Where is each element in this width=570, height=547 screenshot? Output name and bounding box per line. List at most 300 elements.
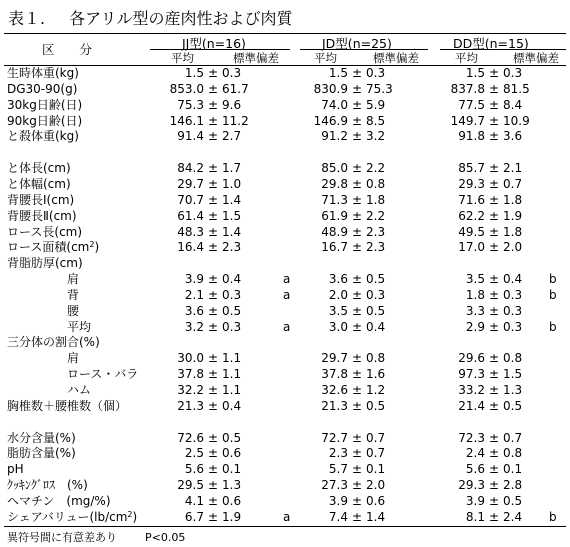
sd-value-dd: 8.4 — [503, 97, 523, 112]
sd-value-jj: 1.0 — [222, 176, 242, 191]
sd-value-dd: 2.4 — [503, 509, 523, 524]
mean-value-jj: 75.3 — [177, 97, 204, 112]
mean-value-dd: 2.9 — [465, 319, 485, 334]
plus-minus-sign: ± — [352, 383, 363, 397]
row-label-text: ヘマチン (mg/%) — [7, 493, 111, 508]
plus-minus-sign: ± — [352, 97, 363, 112]
mean-value-jj: 16.4 — [177, 240, 204, 255]
sd-value-jd: 8.5 — [366, 113, 386, 128]
row-label — [7, 240, 99, 255]
plus-minus-sign: ± — [208, 478, 219, 493]
plus-minus-sign: ± — [489, 367, 500, 382]
sd-value-jj: 0.4 — [222, 272, 242, 286]
row-label — [7, 98, 82, 113]
sd-value-jd: 0.6 — [366, 493, 386, 508]
row-label — [67, 288, 79, 303]
row-label — [67, 367, 138, 382]
mean-value-dd: 3.3 — [465, 303, 485, 318]
mean-value-dd: 33.2 — [458, 383, 485, 397]
mean-value-jd: 3.9 — [328, 493, 348, 508]
mean-value-jd: 29.8 — [321, 176, 348, 191]
plus-minus-sign: ± — [352, 129, 363, 144]
table-row — [0, 494, 570, 509]
sd-value-dd: 1.5 — [503, 367, 523, 382]
sd-value-dd: 0.3 — [503, 66, 523, 80]
sd-value-jj: 1.1 — [222, 383, 242, 397]
mean-value-dd: 1.8 — [465, 287, 485, 302]
mean-value-dd: 837.8 — [450, 81, 485, 96]
sd-value-jj: 2.7 — [222, 129, 242, 144]
row-label-text: DG30-90(g) — [7, 81, 78, 96]
mean-value-jj: 146.1 — [169, 113, 204, 128]
sd-value-dd: 2.0 — [503, 240, 523, 255]
row-label-text: ハム — [67, 383, 92, 397]
plus-minus-sign: ± — [489, 383, 500, 397]
sd-value-dd: 0.1 — [503, 462, 523, 477]
plus-minus-sign: ± — [352, 66, 363, 80]
row-label — [7, 399, 127, 414]
row-label — [67, 351, 79, 366]
sd-header-dd: 標準偏差 — [513, 51, 559, 65]
plus-minus-sign: ± — [489, 493, 500, 508]
sd-value-dd: 2.1 — [503, 161, 523, 176]
plus-minus-sign: ± — [208, 192, 219, 207]
plus-minus-sign: ± — [208, 398, 219, 413]
row-label-text: 胸椎数＋腰椎数（個） — [7, 398, 128, 413]
sd-value-jd: 0.3 — [366, 66, 386, 80]
sd-value-jd: 5.9 — [366, 97, 386, 112]
plus-minus-sign: ± — [352, 478, 363, 493]
table-row — [0, 161, 570, 176]
plus-minus-sign: ± — [489, 478, 500, 493]
plus-minus-sign: ± — [352, 509, 363, 524]
plus-minus-sign: ± — [489, 240, 500, 255]
sd-value-jj: 61.7 — [222, 81, 249, 96]
sd-value-jd: 0.5 — [366, 303, 386, 318]
row-label-text: 脂肪含量(%) — [7, 446, 76, 461]
plus-minus-sign: ± — [352, 287, 363, 302]
mean-value-dd: 3.9 — [465, 493, 485, 508]
plus-minus-sign: ± — [352, 192, 363, 207]
mean-value-dd: 62.2 — [458, 208, 485, 223]
plus-minus-sign: ± — [352, 113, 363, 128]
mean-value-jj: 72.6 — [177, 430, 204, 445]
sd-value-jj: 0.5 — [222, 303, 242, 318]
sd-value-jj: 1.3 — [222, 478, 242, 493]
plus-minus-sign: ± — [208, 272, 219, 286]
significance-letter-dd: b — [549, 272, 557, 286]
table-row — [0, 288, 570, 303]
plus-minus-sign: ± — [208, 66, 219, 80]
plus-minus-sign: ± — [208, 430, 219, 445]
row-label — [7, 177, 71, 192]
mean-value-jd: 146.9 — [313, 113, 348, 128]
mean-value-jj: 91.4 — [177, 129, 204, 144]
mean-value-jj: 3.2 — [184, 319, 204, 334]
significance-letter-jj: a — [283, 319, 291, 334]
table-row — [0, 209, 570, 224]
sd-value-jd: 2.2 — [366, 208, 386, 223]
table-row — [0, 478, 570, 493]
row-label — [7, 129, 79, 144]
row-label-text: と体長(cm) — [7, 161, 71, 176]
group-header-jd: JD型(n=25) — [322, 36, 392, 51]
mean-value-jd: 85.0 — [321, 161, 348, 176]
plus-minus-sign: ± — [489, 351, 500, 366]
row-label-suffix: ) — [132, 509, 138, 524]
sd-value-jd: 3.2 — [366, 129, 386, 144]
sd-value-dd: 0.7 — [503, 176, 523, 191]
plus-minus-sign: ± — [489, 287, 500, 302]
sd-value-dd: 0.5 — [503, 493, 523, 508]
table-row — [0, 320, 570, 335]
table-row — [0, 383, 570, 398]
significance-letter-dd: b — [549, 287, 557, 302]
sd-value-dd: 0.3 — [503, 287, 523, 302]
mean-value-jd: 48.9 — [321, 224, 348, 239]
mean-value-dd: 85.7 — [458, 161, 485, 176]
row-label-text: 肩 — [67, 351, 80, 366]
sd-value-jj: 0.4 — [222, 398, 242, 413]
plus-minus-sign: ± — [208, 462, 219, 477]
group-header-jj: JJ型(n=16) — [182, 36, 246, 51]
mean-value-jj: 3.9 — [184, 272, 204, 286]
table-row — [0, 82, 570, 97]
plus-minus-sign: ± — [352, 176, 363, 191]
plus-minus-sign: ± — [352, 351, 363, 366]
sd-value-jd: 75.3 — [366, 81, 393, 96]
plus-minus-sign: ± — [352, 208, 363, 223]
sd-value-jj: 1.5 — [222, 208, 242, 223]
plus-minus-sign: ± — [489, 224, 500, 239]
plus-minus-sign: ± — [489, 272, 500, 286]
plus-minus-sign: ± — [352, 367, 363, 382]
mean-value-jd: 32.6 — [321, 383, 348, 397]
sd-header-jd: 標準偏差 — [373, 51, 419, 65]
plus-minus-sign: ± — [208, 383, 219, 397]
table-row — [0, 129, 570, 144]
sd-value-dd: 2.8 — [503, 478, 523, 493]
row-label — [67, 383, 91, 398]
plus-minus-sign: ± — [352, 462, 363, 477]
plus-minus-sign: ± — [208, 81, 219, 96]
plus-minus-sign: ± — [352, 319, 363, 334]
table-title — [8, 6, 292, 29]
plus-minus-sign: ± — [489, 398, 500, 413]
row-label-text: 生時体重(kg) — [7, 66, 79, 80]
row-label-text: 背腰長Ⅱ(cm) — [7, 208, 77, 223]
mean-value-dd: 8.1 — [465, 509, 485, 524]
significance-letter-dd: b — [549, 509, 557, 524]
sd-value-dd: 0.8 — [503, 351, 523, 366]
plus-minus-sign: ± — [489, 97, 500, 112]
plus-minus-sign: ± — [208, 224, 219, 239]
sd-value-jj: 0.1 — [222, 462, 242, 477]
sd-value-jd: 0.5 — [366, 272, 386, 286]
sd-value-dd: 0.8 — [503, 446, 523, 461]
mean-value-dd: 91.8 — [458, 129, 485, 144]
sd-value-jj: 11.2 — [222, 113, 249, 128]
row-label-text: 水分含量(%) — [7, 430, 76, 445]
sd-value-jj: 0.3 — [222, 319, 242, 334]
row-label — [7, 114, 82, 129]
sd-header-jj: 標準偏差 — [233, 51, 279, 65]
mean-value-dd: 21.4 — [458, 398, 485, 413]
mean-value-jd: 61.9 — [321, 208, 348, 223]
mean-value-jd: 5.7 — [328, 462, 348, 477]
plus-minus-sign: ± — [208, 161, 219, 176]
plus-minus-sign: ± — [352, 240, 363, 255]
sd-value-dd: 0.7 — [503, 430, 523, 445]
mean-header-dd: 平均 — [455, 51, 478, 65]
sd-value-dd: 1.8 — [503, 192, 523, 207]
plus-minus-sign: ± — [208, 287, 219, 302]
table-row — [0, 177, 570, 192]
mean-value-jd: 74.0 — [321, 97, 348, 112]
row-label-text: 肩 — [67, 272, 80, 286]
plus-minus-sign: ± — [208, 493, 219, 508]
row-label-text: シェアバリュー(lb/cm — [7, 509, 128, 524]
sd-value-dd: 0.3 — [503, 303, 523, 318]
footnote-p-value: P<0.05 — [145, 531, 186, 544]
row-label-superscript: 2 — [89, 240, 95, 250]
row-label-text: ｸｯｷﾝｸﾞﾛｽ (%) — [7, 478, 88, 493]
row-label-text: 背腰長Ⅰ(cm) — [7, 192, 75, 207]
mean-value-jj: 37.8 — [177, 367, 204, 382]
sd-value-dd: 1.3 — [503, 383, 523, 397]
mean-value-jj: 2.5 — [184, 446, 204, 461]
row-label — [7, 193, 74, 208]
sd-value-jj: 0.6 — [222, 446, 242, 461]
table-row — [0, 98, 570, 113]
plus-minus-sign: ± — [208, 509, 219, 524]
mean-value-dd: 97.3 — [458, 367, 485, 382]
plus-minus-sign: ± — [352, 493, 363, 508]
plus-minus-sign: ± — [352, 430, 363, 445]
table-row — [0, 225, 570, 240]
row-label-text: 30kg日齢(日) — [7, 97, 83, 112]
mean-value-jd: 27.3 — [321, 478, 348, 493]
row-label — [7, 510, 137, 525]
plus-minus-sign: ± — [208, 208, 219, 223]
plus-minus-sign: ± — [489, 192, 500, 207]
sd-value-jd: 0.1 — [366, 462, 386, 477]
sd-value-jj: 9.6 — [222, 97, 242, 112]
plus-minus-sign: ± — [489, 462, 500, 477]
mean-value-dd: 49.5 — [458, 224, 485, 239]
row-label — [7, 335, 100, 350]
mean-value-dd: 1.5 — [465, 66, 485, 80]
sd-value-jd: 0.8 — [366, 351, 386, 366]
sd-value-dd: 0.4 — [503, 272, 523, 286]
row-label-text: 三分体の割合(%) — [7, 335, 100, 350]
bottom-rule — [4, 526, 566, 527]
mean-value-dd: 2.4 — [465, 446, 485, 461]
sd-value-jj: 1.4 — [222, 224, 242, 239]
row-label — [7, 161, 71, 176]
mean-value-jj: 3.6 — [184, 303, 204, 318]
row-label — [7, 446, 76, 461]
mean-value-jj: 32.2 — [177, 383, 204, 397]
mean-value-jd: 2.3 — [328, 446, 348, 461]
row-label — [7, 478, 88, 493]
mean-value-jj: 70.7 — [177, 192, 204, 207]
row-label — [7, 82, 77, 97]
table-row — [0, 399, 570, 414]
plus-minus-sign: ± — [208, 319, 219, 334]
plus-minus-sign: ± — [352, 446, 363, 461]
row-label — [67, 304, 79, 319]
mean-value-jj: 4.1 — [184, 493, 204, 508]
sd-value-jd: 1.2 — [366, 383, 386, 397]
mean-value-jd: 91.2 — [321, 129, 348, 144]
plus-minus-sign: ± — [489, 161, 500, 176]
sd-value-jd: 0.3 — [366, 287, 386, 302]
row-label-text: と殺体重(kg) — [7, 129, 79, 144]
mean-value-jd: 1.5 — [328, 66, 348, 80]
sd-value-jd: 0.4 — [366, 319, 386, 334]
table-row — [0, 193, 570, 208]
table-row — [0, 114, 570, 129]
group-header-dd: DD型(n=15) — [453, 36, 529, 51]
mean-value-jd: 3.5 — [328, 303, 348, 318]
row-label-superscript: 2 — [127, 509, 133, 519]
table-row — [0, 335, 570, 350]
mean-value-jd: 71.3 — [321, 192, 348, 207]
row-label — [7, 225, 82, 240]
mean-value-jj: 21.3 — [177, 398, 204, 413]
plus-minus-sign: ± — [208, 240, 219, 255]
sd-value-jd: 0.8 — [366, 176, 386, 191]
plus-minus-sign: ± — [489, 509, 500, 524]
table-row — [0, 367, 570, 382]
plus-minus-sign: ± — [208, 303, 219, 318]
row-label-text: ロース長(cm) — [7, 224, 83, 239]
mean-value-dd: 72.3 — [458, 430, 485, 445]
table-row — [0, 431, 570, 446]
mean-value-jd: 7.4 — [328, 509, 348, 524]
row-label-text: ロース面積(cm — [7, 240, 90, 255]
plus-minus-sign: ± — [489, 303, 500, 318]
sd-value-jd: 1.6 — [366, 367, 386, 382]
sd-value-jj: 0.3 — [222, 287, 242, 302]
row-label-suffix: ) — [94, 240, 100, 255]
sd-value-jd: 2.2 — [366, 161, 386, 176]
sd-value-dd: 0.3 — [503, 319, 523, 334]
table-row — [0, 304, 570, 319]
table-number: 表１. — [8, 9, 46, 28]
plus-minus-sign: ± — [352, 81, 363, 96]
sd-value-dd: 3.6 — [503, 129, 523, 144]
sd-value-dd: 0.5 — [503, 398, 523, 413]
sd-value-dd: 1.9 — [503, 208, 523, 223]
significance-letter-dd: b — [549, 319, 557, 334]
mean-value-jj: 853.0 — [169, 81, 204, 96]
row-label — [7, 462, 24, 477]
mean-value-jj: 1.5 — [184, 66, 204, 80]
table-row — [0, 240, 570, 255]
plus-minus-sign: ± — [489, 319, 500, 334]
mean-value-jd: 16.7 — [321, 240, 348, 255]
table-row — [0, 351, 570, 366]
footnote — [7, 529, 185, 545]
mean-header-jd: 平均 — [314, 51, 337, 65]
plus-minus-sign: ± — [489, 113, 500, 128]
plus-minus-sign: ± — [352, 272, 363, 286]
plus-minus-sign: ± — [489, 430, 500, 445]
sd-value-jj: 2.3 — [222, 240, 242, 255]
plus-minus-sign: ± — [489, 208, 500, 223]
plus-minus-sign: ± — [208, 367, 219, 382]
row-label — [67, 320, 91, 335]
plus-minus-sign: ± — [352, 161, 363, 176]
row-label — [7, 256, 83, 271]
mean-value-jd: 72.7 — [321, 430, 348, 445]
plus-minus-sign: ± — [352, 224, 363, 239]
row-label-text: 90kg日齢(日) — [7, 113, 83, 128]
sd-value-jd: 0.7 — [366, 430, 386, 445]
sd-value-jd: 2.0 — [366, 478, 386, 493]
plus-minus-sign: ± — [208, 176, 219, 191]
mean-value-jd: 37.8 — [321, 367, 348, 382]
plus-minus-sign: ± — [208, 446, 219, 461]
sd-value-jj: 0.5 — [222, 430, 242, 445]
mean-value-dd: 3.5 — [465, 272, 485, 286]
row-label-text: 背 — [67, 287, 80, 302]
mean-value-jd: 3.0 — [328, 319, 348, 334]
row-label — [7, 494, 111, 509]
sd-value-jj: 1.9 — [222, 509, 242, 524]
mean-header-jj: 平均 — [171, 51, 194, 65]
plus-minus-sign: ± — [208, 113, 219, 128]
mean-value-dd: 29.3 — [458, 478, 485, 493]
sd-value-jd: 1.4 — [366, 509, 386, 524]
row-label-text: ロース・バラ — [67, 367, 139, 382]
mean-value-dd: 149.7 — [450, 113, 485, 128]
sd-value-dd: 81.5 — [503, 81, 530, 96]
mean-value-jd: 830.9 — [313, 81, 348, 96]
mean-value-jj: 84.2 — [177, 161, 204, 176]
mean-value-jd: 3.6 — [328, 272, 348, 286]
sd-value-jj: 1.1 — [222, 351, 242, 366]
plus-minus-sign: ± — [208, 129, 219, 144]
significance-letter-jj: a — [283, 509, 291, 524]
plus-minus-sign: ± — [489, 66, 500, 80]
mean-value-dd: 71.6 — [458, 192, 485, 207]
sd-value-jj: 1.7 — [222, 161, 242, 176]
mean-value-dd: 77.5 — [458, 97, 485, 112]
table-row — [0, 446, 570, 461]
sd-value-jd: 0.5 — [366, 398, 386, 413]
mean-value-jj: 6.7 — [184, 509, 204, 524]
plus-minus-sign: ± — [352, 303, 363, 318]
plus-minus-sign: ± — [489, 446, 500, 461]
mean-value-jj: 5.6 — [184, 462, 204, 477]
table-row — [0, 462, 570, 477]
mean-value-jj: 61.4 — [177, 208, 204, 223]
mean-value-jd: 29.7 — [321, 351, 348, 366]
table-row — [0, 510, 570, 525]
mean-value-dd: 5.6 — [465, 462, 485, 477]
sd-value-jj: 0.6 — [222, 493, 242, 508]
plus-minus-sign: ± — [352, 398, 363, 413]
sd-value-dd: 10.9 — [503, 113, 530, 128]
significance-letter-jj: a — [283, 287, 291, 302]
sd-value-jd: 2.3 — [366, 224, 386, 239]
row-label — [7, 66, 79, 81]
row-label-text: 平均 — [67, 319, 92, 334]
row-label-text: 腰 — [67, 303, 80, 318]
